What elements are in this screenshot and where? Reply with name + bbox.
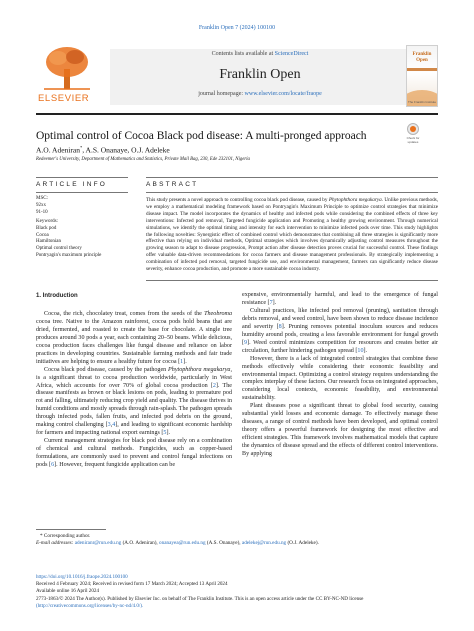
citation-link[interactable]: 7 — [269, 299, 273, 306]
cover-graphic — [406, 90, 438, 107]
keyword-item: Hamiltonian — [36, 239, 61, 245]
cover-footer: The Franklin Institute — [407, 100, 436, 104]
citation-link[interactable]: 5 — [163, 430, 167, 437]
footnote-rule — [36, 529, 106, 530]
citation-link[interactable]: 10 — [357, 347, 364, 354]
keyword-item: Pontryagin's maximum principle — [36, 253, 102, 259]
tree-icon — [42, 45, 92, 91]
corresponding-author-note: * Corresponding author. — [40, 533, 91, 539]
article-title: Optimal control of Cocoa Black pod disease: A multi-pronged approach — [36, 130, 367, 142]
keyword-item: Black pod — [36, 225, 57, 231]
keyword-item: Keywords: — [36, 218, 58, 224]
keyword-item: Cocoa — [36, 232, 49, 238]
body-paragraph: Plant diseases pose a significant threat to global food security, causing substantial yield losses and economic damage. To effectively manage these diseases, a range of control methods have been developed, and optimal control theory offers a powerful framework for designing the most effective and efficient strategies. This framework involves mathematical models that capture the dynamics of disease spread and the effects of different control interventions. By applying — [242, 403, 438, 458]
keyword-item: 91-10 — [36, 209, 48, 215]
email-link[interactable]: onanayea@run.edu.ng — [159, 539, 206, 546]
citation-link[interactable]: 8 — [278, 323, 282, 330]
footnote-mark: * — [40, 533, 43, 539]
article-info-rule — [36, 177, 128, 178]
journal-title: Franklin Open — [219, 67, 301, 82]
affiliation: Redeemer's University, Department of Mathematics and Statistics, Private Mail Bag, 230, Ede 232101, Nigeria — [36, 157, 250, 162]
doi-link[interactable]: https://doi.org/10.1016/j.fraope.2024.100100 — [36, 574, 128, 580]
article-history: Received 4 February 2024; Received in revised form 17 March 2024; Accepted 13 April 2024 — [36, 580, 228, 587]
email-label: E-mail addresses: — [36, 539, 74, 546]
abstract-end-rule — [146, 280, 438, 281]
authors-line — [36, 145, 170, 155]
species-name: Phytophthora megakarya — [328, 197, 382, 203]
citation-link[interactable]: 2 — [212, 382, 216, 389]
species-name: Theobroma — [204, 310, 232, 317]
citation-link[interactable]: 1 — [180, 358, 184, 365]
body-paragraph: Cultural practices, like infected pod removal (pruning), sanitation through debris removal, and weed control, have been shown to reduce disease incidence and severity [8]. Pruning removes potential inoculum sources and reduces humidity around pods, creating a less favorable environment for fungal growth [9]. Weed control minimizes competition for resources and creates better air circulation, further hindering pathogen spread [10]. — [242, 307, 438, 354]
check-updates-label: Check for updates — [406, 136, 420, 144]
article-meta — [36, 574, 438, 610]
body-paragraph: Current management strategies for black pod disease rely on a combination of chemical and cultural methods. Fungicides, such as copper-based formulations, are commonly used to prevent and control fungal infections on pods [6]. However, frequent fungicide application can be — [36, 438, 232, 469]
body-left-column — [36, 293, 232, 470]
sciencedirect-link[interactable]: ScienceDirect — [274, 51, 309, 57]
journal-homepage-link[interactable]: www.elsevier.com/locate/fraope — [244, 91, 322, 97]
journal-cover-thumbnail[interactable] — [406, 45, 438, 107]
license-statement: 2773-1863/© 2024 The Author(s). Published by Elsevier Inc. on behalf of The Franklin Institute. This is an open access article under the CC BY-NC-ND license (http://creativecommons.org/licenses/by-nc-nd/4.0/). — [36, 596, 364, 610]
email-addresses: E-mail addresses: adeniranr@run.edu.ng (A.O. Adeniran), onanayea@run.edu.ng (A.S. Onanaye), adelekej@run.edu.ng (O.J. Adeleke). — [36, 539, 319, 546]
check-updates-icon — [407, 123, 419, 135]
citation-link[interactable]: 3 — [107, 422, 111, 429]
keyword-item: MSC: — [36, 196, 48, 201]
check-for-updates-badge[interactable] — [402, 123, 424, 145]
body-paragraph: Cocoa, the rich, chocolatey treat, comes from the seeds of the Theobroma cocoa tree. Native to the Amazon rainforest, cocoa pods hold beans that are dried, fermented, and roasted to create the base for chocolate. A single tree produces around 30 pods a year, each containing 20–50 beans. While delicious, cocoa production faces challenges like fungal disease and reliance on labor practices in developing countries. Sustainable farming methods and fair trade initiatives are helping to ensure a healthy future for cocoa [1]. — [36, 310, 232, 365]
available-online: Available online 16 April 2024 — [36, 587, 99, 594]
email-link[interactable]: adeniranr@run.edu.ng — [74, 539, 122, 546]
keyword-item: 92xx — [36, 202, 46, 208]
contents-line: Contents lists available at ScienceDirect — [211, 51, 309, 57]
corresponding-author-mark[interactable]: * — [79, 145, 83, 150]
footnotes — [36, 529, 438, 547]
body-right-column — [242, 292, 438, 459]
citation-link[interactable]: 4 — [112, 422, 116, 429]
masthead — [36, 45, 438, 109]
keyword-item: Optimal control theory — [36, 246, 82, 252]
author-name[interactable]: A.O. Adeniran — [36, 145, 80, 155]
keywords-list — [36, 196, 128, 260]
section-heading-introduction: 1. Introduction — [36, 293, 78, 299]
email-link[interactable]: adelekej@run.edu.ng — [241, 539, 287, 546]
coauthors[interactable]: , A.S. Onanaye, O.J. Adeleke — [82, 145, 170, 155]
elsevier-logo[interactable] — [36, 45, 100, 107]
abstract-heading: ABSTRACT — [146, 181, 199, 188]
license-link[interactable]: (http://creativecommons.org/licenses/by-nc-nd/4.0/). — [36, 603, 144, 610]
citation-link[interactable]: 9 — [244, 339, 248, 346]
article-info-rule-bottom — [36, 192, 128, 193]
abstract-rule — [146, 177, 438, 178]
citation-link[interactable]: 6 — [51, 462, 55, 469]
publisher-logo-text: ELSEVIER — [38, 93, 90, 104]
article-info-heading: ARTICLE INFO — [36, 181, 108, 188]
abstract-rule-bottom — [146, 192, 438, 193]
body-paragraph: expensive, environmentally harmful, and lead to the emergence of fungal resistance [7]. — [242, 292, 438, 306]
running-head[interactable]: Franklin Open 7 (2024) 100100 — [198, 25, 276, 31]
masthead-rule — [36, 113, 438, 115]
cover-title: Franklin Open — [412, 52, 432, 63]
homepage-line: journal homepage: www.elsevier.com/locate/fraope — [198, 91, 322, 97]
abstract-text: This study presents a novel approach to controlling cocoa black pod disease, caused by Phytophthora megakarya. Unlike previous methods, we employ a mathematical modeling framework based on Pontryagin's Maximum Principle to optimize control strategies that minimize disease impact. The model incorporates the dynamics of healthy and infected pods while considering the combined effects of three key interventions: Infected pod removal, Targeted fungicide application and Promoting a healthy growing environment. Through numerical simulations, we identify the optimal timing and intensity for each intervention to minimize infected pods over time. This study highlights the following novelties: Synergistic effect of combined control which demonstrates that combining all three strategies is significantly more effective than relying on individual methods, Optimal strategies which involves dynamically adjusting control measures throughout the growing season to adapt to disease progression, Prompt action after disease detection proves crucial for successful control. These findings offer valuable data-driven recommendations for cocoa farmers and disease management professionals. By strategically implementing a combination of infected pod removal, targeted fungicide use, and environmental management, farmers can significantly reduce disease severity, enhance cocoa production, and promote a more sustainable cocoa industry. — [146, 197, 438, 273]
masthead-banner — [110, 49, 410, 105]
species-name: Phytophthora megakarya — [168, 366, 231, 373]
cover-stripe — [407, 68, 437, 71]
body-paragraph: However, there is a lack of integrated control strategies that combine these methods effectively while considering their economic feasibility and environmental impact. Optimizing a control strategy requires understanding the complex interplay of these factors. Our research focus on integrated approaches, considering local contexts, economic feasibility, and environmental sustainability. — [242, 355, 438, 402]
body-paragraph: Cocoa black pod disease, caused by the pathogen Phytophthora megakarya, is a significant threat to cocoa production worldwide, particularly in West Africa, which accounts for over 70% of global cocoa production [2]. The disease manifests as brown or black lesions on pods, leading to premature pod rot and falling, ultimately reducing crop yield and quality. The disease thrives in humid conditions and mostly spreads through rain-splash. The pathogen spreads through infected pods, fallen fruits, and infected pod debris on the ground, making control challenging [3,4], and leading to significant economic hardship for farmers and impacting national export earnings [5]. — [36, 366, 232, 437]
